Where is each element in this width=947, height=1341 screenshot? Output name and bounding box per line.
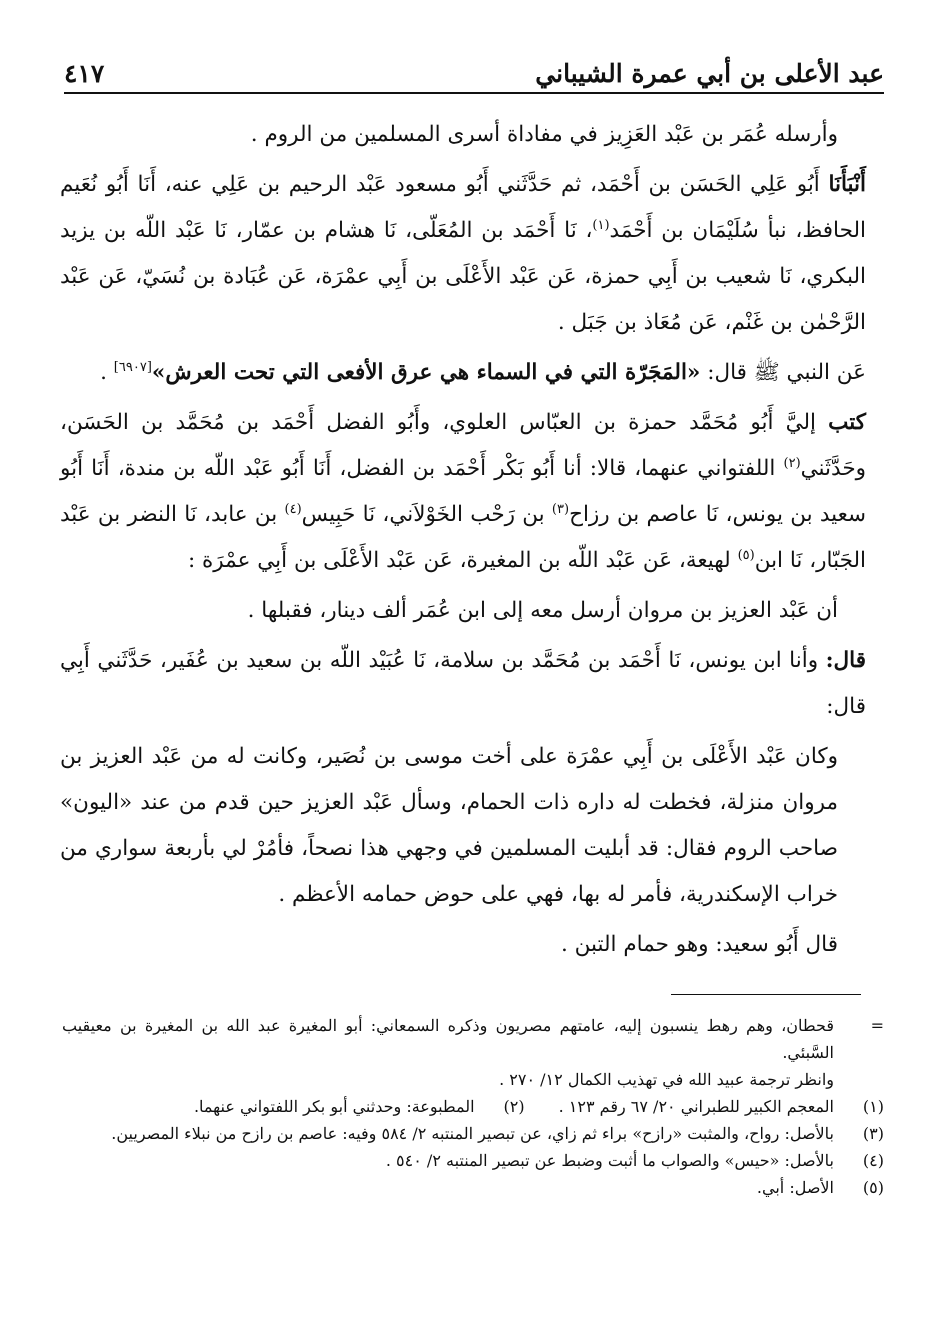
footnote-ref-3[interactable]: (٣)	[551, 501, 570, 517]
footnote-row-1-2	[62, 1093, 884, 1120]
paragraph-isnad-1: أَنْبَأَنَا أَبُو عَلِي الحَسَن بن أَحْمَد، ثم حَدَّثَني أَبُو مسعود عَبْد الرحيم بن عَلِي عنه، أَنَا أَبُو نُعَيم الحافظ، نبأ سُلَيْمَان بن أَحْمَد$^{(١)}$، نَا أَحْمَد بن المُعَلّى، نَا هشام بن عمّار، نَا عَبْد اللّه بن يزيد البكري، نَا شعيب بن أَبِي حمزة، عَن عَبْد الأَعْلَى بن أَبِي عمْرَة، عَن عُبَادة بن نُسَيّ، عَن عَبْد الرَّحْمٰن بن غَنْم، عَن مُعَاذ بن جَبَل .	[60, 172, 866, 335]
hadith-number: [٦٩٠٧]	[113, 359, 152, 375]
lead-word: أَنْبَأَنَا	[828, 172, 866, 197]
paragraph-6: قال: وأنا ابن يونس، نَا أَحْمَد بن مُحَمَّد بن سلامة، نَا عُبَيْد اللّه بن سعيد بن عُفَير، حَدَّثَني أَبِي قال:	[60, 648, 866, 719]
footnote-ref-4[interactable]: (٤)	[284, 501, 302, 517]
footnote-ref-1[interactable]: (١)	[592, 217, 610, 233]
lead-word: كتب	[828, 410, 866, 435]
footnote-divider	[671, 994, 861, 995]
paragraph-5: أن عَبْد العزيز بن مروان أرسل معه إلى ابن عُمَر ألف دينار، فقبلها .	[247, 598, 838, 623]
paragraph-1: وأرسله عُمَر بن عَبْد العَزِيز في مفاداة أسرى المسلمين من الروم .	[250, 122, 838, 147]
footnote-continuation: = قحطان، وهم رهط ينسبون إليه، عامتهم مصريون وذكره السمعاني: أبو المغيرة عبد الله بن المغيرة بن معيقيب السَّبئي.	[62, 1012, 884, 1066]
footnotes	[62, 1012, 884, 1201]
footnote-3: (٣) بالأصل: رواح، والمثبت «رازح» براء ثم زاي، عن تبصير المنتبه ٢/ ٥٨٤ وفيه: عاصم بن رازح من نبلاء المصريين.	[111, 1124, 884, 1143]
paragraph-hadith: عَن النبي ﷺ قال: «المَجَرّة التي في السماء هي عرق الأفعى التي تحت العرش»[٦٩٠٧] .	[100, 359, 866, 385]
footnote-continuation-2: وانظر ترجمة عبيد الله في تهذيب الكمال ١٢/ ٢٧٠ .	[499, 1070, 834, 1089]
page-header	[64, 42, 884, 94]
continuation-mark: =	[870, 1016, 884, 1035]
footnote-ref-5[interactable]: (٥)	[737, 547, 755, 563]
paragraph-7: وكان عَبْد الأَعْلَى بن أَبِي عمْرَة على أخت موسى بن نُصَير، وكانت له من عَبْد العزيز بن مروان منزلة، فخطت له داره ذات الحمام، وسأل عَبْد العزيز حين قدم من عند «اليون» صاحب الروم فقال: قد أبليت المسلمين في وجهي هذا نصحاً، فأمُرْ لي بأربعة سواري من خراب الإسكندرية، فأمر له بها، فهي على حوض حمامه الأعظم .	[60, 744, 838, 907]
footnote-5: (٥) الأصل: أبي.	[756, 1178, 884, 1197]
footnote-1: (١) المعجم الكبير للطبراني ٢٠/ ٦٧ رقم ١٢٣ .	[558, 1097, 884, 1116]
paragraph-isnad-2: كتب إليَّ أَبُو مُحَمَّد حمزة بن العبّاس العلوي، وأَبُو الفضل أَحْمَد بن مُحَمَّد بن الحَسَن، وحَدَّثَني$^{(٢)}$ اللفتواني عنهما، قالا: أنا أَبُو بَكْر أَحْمَد بن الفضل، أَنَا أَبُو عَبْد اللّه بن مندة، أَنَا أَبُو سعيد بن يونس، نَا عاصم بن رزاح$^{(٣)}$ بن رَحْب الخَوْلاَني، نَا حَبِيس$^{(٤)}$ بن عابد، نَا النضر بن عَبْد الجَبّار، نَا ابن$^{(٥)}$ لهيعة، عَن عَبْد اللّه بن المغيرة، عَن عَبْد الأَعْلَى بن أَبِي عمْرَة :	[60, 410, 867, 573]
footnote-ref-2[interactable]: (٢)	[783, 455, 801, 471]
lead-word: قال:	[825, 648, 866, 673]
footnote-4: (٤) بالأصل: «حيس» والصواب ما أثبت وضبط عن تبصير المنتبه ٢/ ٥٤٠ .	[385, 1151, 884, 1170]
main-text	[60, 112, 866, 972]
footnote-2: (٢) المطبوعة: وحدثني أبو بكر اللفتواني عنهما.	[193, 1097, 525, 1116]
hadith-text: «المَجَرّة التي في السماء هي عرق الأفعى التي تحت العرش»	[151, 360, 701, 385]
paragraph-8: قال أَبُو سعيد: وهو حمام التبن .	[560, 932, 838, 957]
page-number: ٤١٧	[64, 59, 105, 88]
running-title: عبد الأعلى بن أبي عمرة الشيباني	[535, 59, 884, 88]
